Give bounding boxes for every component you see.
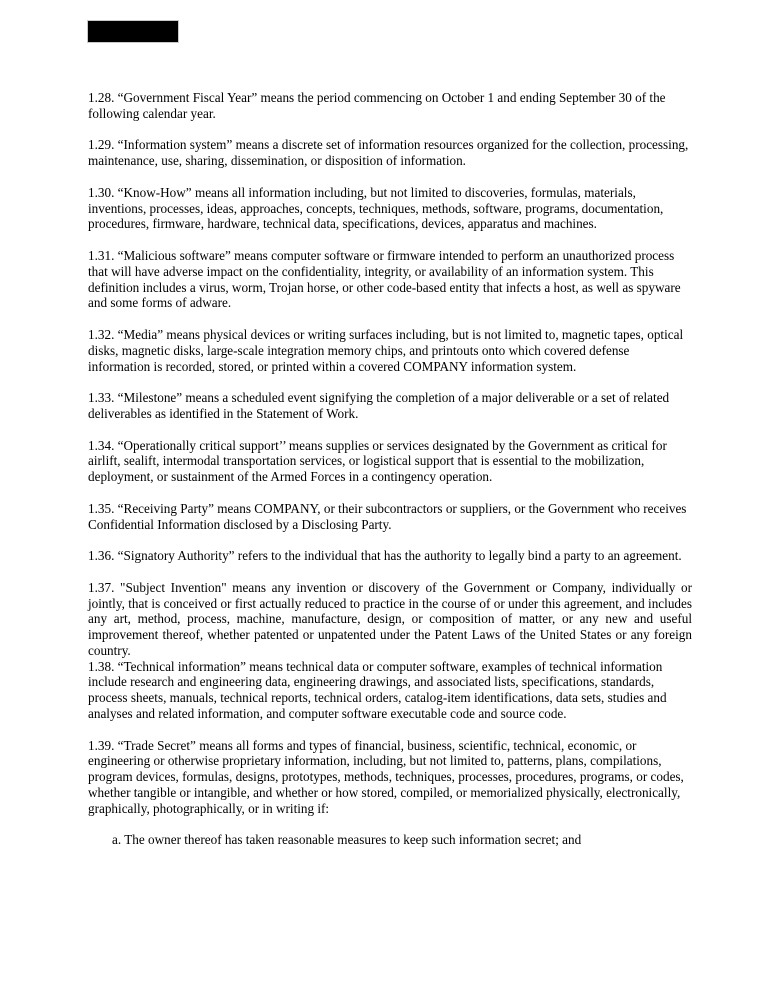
definition-1-32: 1.32. “Media” means physical devices or writing surfaces including, but is not limited to, magnetic tapes, optical disks, magnetic disks, large-scale integration memory chips, and printouts onto which covered defense information is recorded, stored, or printed within a covered COMPANY information system. (88, 326, 684, 374)
definition-1-38: 1.38. “Technical information” means technical data or computer software, examples of technical information include research and engineering data, engineering drawings, and associated lists, specifications, standards, process sheets, manuals, technical reports, technical orders, catalog-item identifications, data sets, studies and analyses and related information, and computer software executable code and source code. (88, 658, 667, 722)
definition-1-35: 1.35. “Receiving Party” means COMPANY, or their subcontractors or suppliers, or the Government who receives Confidential Information disclosed by a Disclosing Party. (88, 500, 687, 532)
definition-1-29: 1.29. “Information system” means a discrete set of information resources organized for the collection, processing, maintenance, use, sharing, dissemination, or disposition of information. (88, 137, 689, 169)
definition-1-28: 1.28. “Government Fiscal Year” means the period commencing on October 1 and ending September 30 of the following calendar year. (88, 90, 666, 121)
definition-1-36: 1.36. “Signatory Authority” refers to the individual that has the authority to legally bind a party to an agreement. (88, 548, 682, 564)
definition-1-30: 1.30. “Know-How” means all information including, but not limited to discoveries, formulas, materials, inventions, processes, ideas, approaches, concepts, techniques, methods, software, programs, documentation, procedures, firmware, hardware, technical data, specifications, devices, apparatus and machines. (88, 184, 664, 232)
document-body (88, 90, 692, 864)
list-item-a: a. The owner thereof has taken reasonable measures to keep such information secret; and (112, 832, 582, 848)
redaction-bar (88, 21, 178, 42)
definition-1-37: 1.37. "Subject Invention" means any invention or discovery of the Government or Company, individually or jointly, that is conceived or first actually reduced to practice in the course of or under this agreement, and includes any art, method, process, machine, manufacture, design, or composition of matter, or any new and useful improvement thereof, whether patented or unpatented under the Patent Laws of the United States or any foreign country. (88, 579, 692, 658)
definition-1-33: 1.33. “Milestone” means a scheduled event signifying the completion of a major deliverable or a set of related deliverables as identified in the Statement of Work. (88, 390, 670, 421)
definition-1-34: 1.34. “Operationally critical support’’ means supplies or services designated by the Government as critical for airlift, sealift, intermodal transportation services, or logistical support that is essential to the mobilization, deployment, or sustainment of the Armed Forces in a contingency operation. (88, 437, 667, 485)
definition-1-39: 1.39. “Trade Secret” means all forms and types of financial, business, scientific, technical, economic, or engineering or otherwise proprietary information, including, but not limited to, patterns, plans, compilations, program devices, formulas, designs, prototypes, methods, techniques, processes, procedures, programs, or codes, whether tangible or intangible, and whether or how stored, compiled, or memorialized physically, electronically, graphically, photographically, or in writing if: (88, 737, 684, 816)
definition-1-31: 1.31. “Malicious software” means computer software or firmware intended to perform an unauthorized process that will have adverse impact on the confidentiality, integrity, or availability of an information system. This definition includes a virus, worm, Trojan horse, or other code-based entity that infects a host, as well as spyware and some forms of adware. (88, 247, 681, 311)
